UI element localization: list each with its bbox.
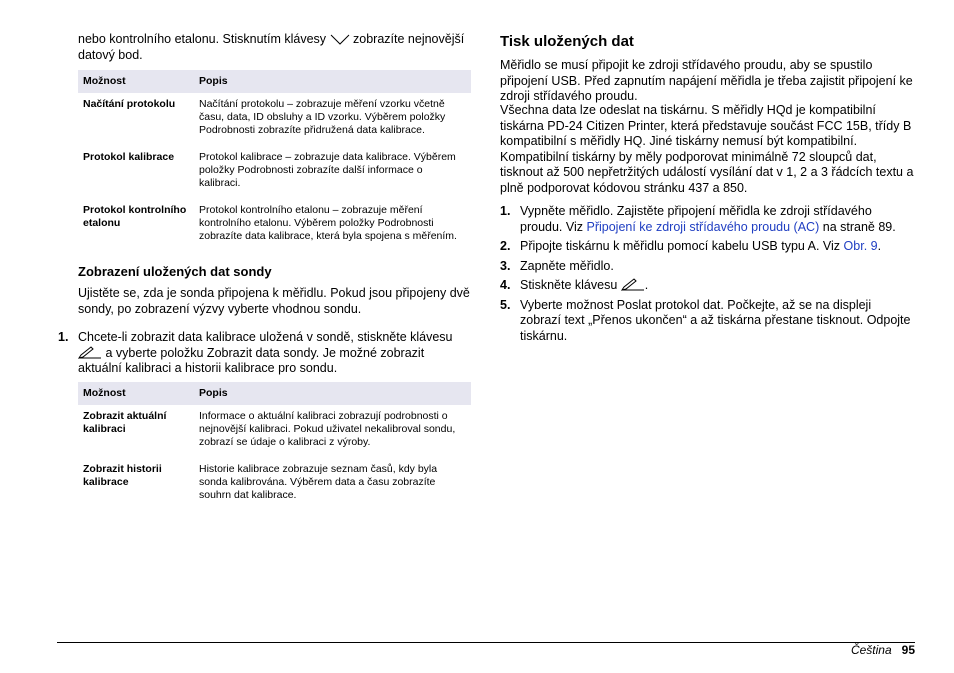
column-header-option: Možnost: [78, 70, 194, 93]
step-item: 1. Vypněte měřidlo. Zajistěte připojení měřidla ke zdroji střídavého proudu. Viz Připojení ke zdroji střídavého proudu (AC) na straně 89.: [500, 204, 896, 234]
section-heading: Zobrazení uložených dat sondy: [78, 264, 272, 279]
ac-power-link[interactable]: Připojení ke zdroji střídavého proudu (AC): [586, 219, 820, 234]
figure-9-link[interactable]: Obr. 9: [843, 239, 878, 253]
table-header-row: [78, 70, 471, 93]
step-number: 1.: [58, 330, 69, 344]
option-description: Protokol kontrolního etalonu – zobrazuje měření kontrolního etalonu. Výběrem položky Podrobnosti zobrazíte data kalibrace, která byla spojena s měřením.: [199, 204, 457, 242]
print-steps-list: [500, 204, 915, 348]
option-description: Historie kalibrace zobrazuje seznam časů, kdy byla sonda kalibrována. Výběrem data a času zobrazíte souhrn dat kalibrace.: [199, 463, 438, 501]
step-item: 3. Zapněte měřidlo.: [500, 258, 614, 273]
log-options-table: [78, 70, 471, 252]
step-item: 4. Stiskněte klávesu .: [500, 278, 649, 292]
intro-paragraph: nebo kontrolního etalonu. Stisknutím klávesy zobrazíte nejnovější datový bod.: [78, 32, 465, 62]
step-number: 5.: [500, 297, 511, 312]
step-number: 3.: [500, 258, 511, 273]
step-number: 1.: [500, 204, 511, 218]
option-description: Protokol kalibrace – zobrazuje data kalibrace. Výběrem položky Podrobnosti zobrazíte další informace o kalibraci.: [199, 151, 456, 189]
option-name: Načítání protokolu: [83, 98, 176, 110]
section-paragraph: Ujistěte se, zda je sonda připojena k měřidlu. Pokud jsou připojeny dvě sondy, po zobrazení výzvy vyberte vhodnou sondu.: [78, 286, 470, 316]
step-item: 2. Připojte tiskárnu k měřidlu pomocí kabelu USB typu A. Viz Obr. 9.: [500, 239, 882, 253]
option-name: Protokol kalibrace: [83, 151, 175, 163]
table-header-row: [78, 382, 471, 405]
page-footer: [851, 643, 915, 657]
table-row: [78, 199, 471, 252]
step-number: 4.: [500, 278, 511, 292]
chevron-down-key-icon: [330, 34, 350, 45]
pencil-key-icon: [78, 346, 102, 359]
option-description: Informace o aktuální kalibraci zobrazují podrobnosti o nejnovější kalibraci. Pokud uživatel nekalibroval sondu, zobrazí se údaje o kalibraci z výroby.: [199, 410, 456, 448]
footer-divider: [57, 642, 915, 643]
option-name: Zobrazit historii kalibrace: [83, 463, 162, 488]
column-header-description: Popis: [194, 70, 471, 93]
probe-data-options-table: [78, 382, 471, 511]
column-header-option: Možnost: [78, 382, 194, 405]
table-row: [78, 458, 471, 511]
page-number: 95: [901, 643, 915, 657]
option-name: Protokol kontrolního etalonu: [83, 204, 187, 229]
print-intro-paragraph: Měřidlo se musí připojit ke zdroji střídavého proudu, aby se spustilo připojení USB. Před zapnutím napájení měřidla je třeba zajistit připojení ke zdroji střídavého proudu.: [500, 58, 913, 103]
option-name: Zobrazit aktuální kalibraci: [83, 410, 167, 435]
footer-language: Čeština: [850, 643, 892, 657]
step-item: 1. Chcete-li zobrazit data kalibrace uložená v sondě, stiskněte klávesu a vyberte položku Zobrazit data sondy. Je možné zobrazit aktuální kalibraci a historii kalibrace pro sondu.: [58, 330, 453, 375]
printer-compat-paragraph: Všechna data lze odeslat na tiskárnu. S měřidly HQd je kompatibilní tiskárna PD-24 Citizen Printer, která představuje součást FCC 15B, třídy B kompatibilní s měřidly HQ. Jiné tiskárny nemusí být kompatibilní. Kompatibilní tiskárny by měly podporovat minimálně 72 sloupců dat, tisknout až 500 nepřetržitých událostí vysílání dat v 1, 2 a 3 řádcích textu a plně podporovat kódovou stránku 437 a 850.: [500, 103, 914, 195]
table-row: [78, 405, 471, 458]
step-item: 5. Vyberte možnost Poslat protokol dat. Počkejte, až se na displeji zobrazí text „Přenos ukončen“ a až tiskárna přestane tisknout. Odpojte tiskárnu.: [500, 297, 911, 343]
table-row: [78, 146, 471, 199]
page-section-title: Tisk uložených dat: [500, 33, 634, 50]
option-description: Načítání protokolu – zobrazuje měření vzorku včetně času, data, ID obsluhy a ID vzorku. Výběrem položky Podrobnosti zobrazíte přidružená data kalibrace.: [199, 98, 446, 136]
table-row: [78, 93, 471, 146]
step-number: 2.: [500, 239, 511, 253]
pencil-key-icon: [621, 278, 645, 291]
column-header-description: Popis: [194, 382, 471, 405]
